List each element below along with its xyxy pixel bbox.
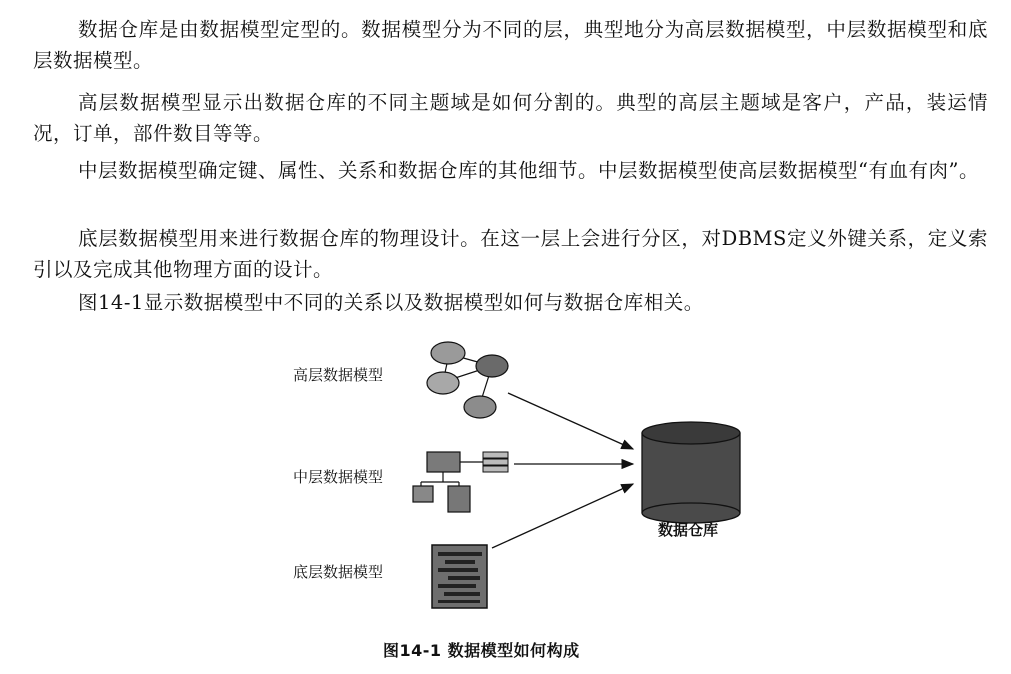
mid-level-label: 中层数据模型 xyxy=(293,468,384,486)
low-level-model-icon xyxy=(432,545,487,608)
low-to-warehouse-arrow xyxy=(492,484,633,548)
low-level-label: 底层数据模型 xyxy=(293,563,384,581)
paragraph-3: 中层数据模型确定键、属性、关系和数据仓库的其他细节。中层数据模型使高层数据模型“有血有肉”。 xyxy=(78,159,979,182)
paragraph-5: 图14-1显示数据模型中不同的关系以及数据模型如何与数据仓库相关。 xyxy=(78,291,704,314)
warehouse-label: 数据仓库 xyxy=(658,521,719,539)
warehouse-cylinder-icon xyxy=(642,422,740,523)
mid-level-model-icon xyxy=(413,452,508,512)
paragraph-1: 数据仓库是由数据模型定型的。数据模型分为不同的层，典型地分为高层数据模型，中层数据模型和底层数据模型。 xyxy=(33,18,988,72)
figure-caption: 图14-1 数据模型如何构成 xyxy=(383,641,580,660)
high-to-warehouse-arrow xyxy=(508,393,633,449)
high-level-model-icon xyxy=(427,342,508,418)
paragraph-4: 底层数据模型用来进行数据仓库的物理设计。在这一层上会进行分区，对DBMS定义外键关系，定义索引以及完成其他物理方面的设计。 xyxy=(33,227,988,281)
high-level-label: 高层数据模型 xyxy=(293,366,384,384)
paragraph-2: 高层数据模型显示出数据仓库的不同主题域是如何分割的。典型的高层主题域是客户，产品，装运情况，订单，部件数目等等。 xyxy=(33,91,988,145)
